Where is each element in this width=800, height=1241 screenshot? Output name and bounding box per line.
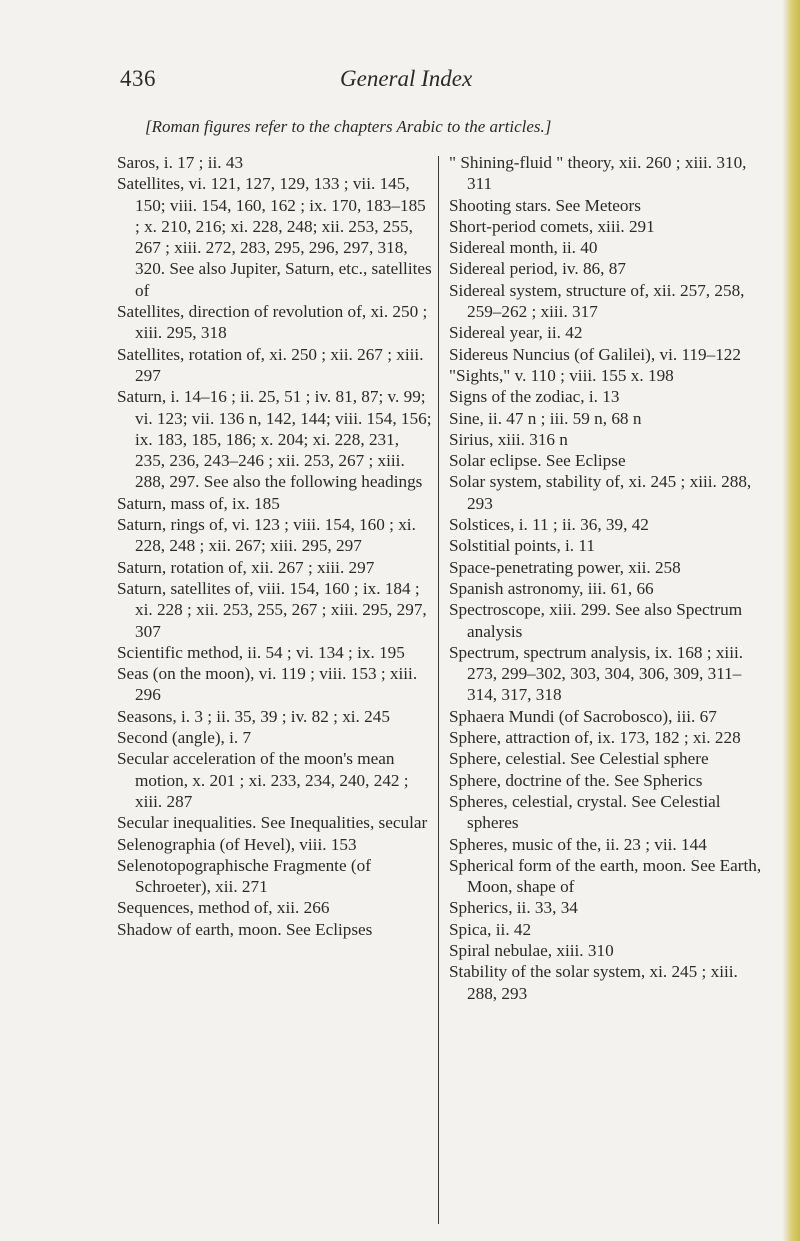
page-edge [782, 0, 800, 1241]
index-entry: Saturn, satellites of, viii. 154, 160 ; ix. 184 ; xi. 228 ; xii. 253, 255, 267 ; xiii. 295, 297, 307 [117, 578, 427, 641]
index-entry: Saturn, rotation of, xii. 267 ; xiii. 297 [117, 557, 375, 577]
index-entry: Spherics, ii. 33, 34 [449, 898, 578, 918]
index-entry: Short-period comets, xiii. 291 [449, 216, 655, 236]
index-entry: Scientific method, ii. 54 ; vi. 134 ; ix. 195 [117, 642, 405, 662]
index-entry: Sphere, attraction of, ix. 173, 182 ; xi. 228 [449, 728, 741, 748]
index-column-left [117, 152, 432, 940]
index-entry: Spectroscope, xiii. 299. See also Spectrum analysis [449, 600, 743, 641]
index-entry: Solstices, i. 11 ; ii. 36, 39, 42 [449, 515, 649, 535]
index-entry: " Shining-fluid " theory, xii. 260 ; xiii. 310, 311 [449, 153, 747, 194]
index-entry: Saros, i. 17 ; ii. 43 [117, 153, 244, 172]
index-entry: Sidereal year, ii. 42 [449, 323, 583, 343]
index-entry: Satellites, vi. 121, 127, 129, 133 ; vii. 145, 150; viii. 154, 160, 162 ; ix. 170, 183–185 ; x. 210, 216; xi. 228, 248; xii. 253, 255, 267 ; xiii. 272, 283, 295, 296, 297, 318, 320. See also Jupiter, Saturn, etc., satellites of [117, 174, 432, 300]
index-entry: Selenographia (of Hevel), viii. 153 [117, 834, 357, 854]
index-entry: Spiral nebulae, xiii. 310 [449, 940, 614, 960]
index-entry: Sine, ii. 47 n ; iii. 59 n, 68 n [449, 408, 642, 428]
page-header [120, 66, 700, 106]
index-entry: Sequences, method of, xii. 266 [117, 898, 330, 918]
index-entry: Seasons, i. 3 ; ii. 35, 39 ; iv. 82 ; xi. 245 [117, 706, 390, 726]
index-entry: Sirius, xiii. 316 n [449, 429, 568, 449]
index-entry: Satellites, direction of revolution of, xi. 250 ; xiii. 295, 318 [117, 302, 428, 343]
index-entry: Spheres, celestial, crystal. See Celestial spheres [449, 791, 721, 833]
index-entry: Space-penetrating power, xii. 258 [449, 557, 681, 577]
index-entry: Saturn, rings of, vi. 123 ; viii. 154, 160 ; xi. 228, 248 ; xii. 267; xiii. 295, 297 [117, 515, 416, 556]
index-entry: Shadow of earth, moon. See Eclipses [117, 919, 373, 939]
index-column-right [449, 152, 771, 1004]
index-entry: Spherical form of the earth, moon. See Earth, Moon, shape of [449, 855, 762, 897]
running-title: General Index [340, 66, 473, 91]
index-entry: Spica, ii. 42 [449, 919, 532, 939]
index-entry: Sphere, doctrine of the. See Spherics [449, 770, 703, 790]
index-entry: Saturn, i. 14–16 ; ii. 25, 51 ; iv. 81, 87; v. 99; vi. 123; vii. 136 n, 142, 144; viii. 154, 156; ix. 183, 185, 186; x. 204; xi. 228, 231, 235, 236, 243–246 ; xii. 253, 267 ; xiii. 288, 297. See also the following headings [117, 387, 432, 492]
index-entry: Solar eclipse. See Eclipse [449, 451, 626, 471]
index-entry: Spheres, music of the, ii. 23 ; vii. 144 [449, 834, 707, 854]
index-entry: Secular inequalities. See Inequalities, secular [117, 813, 428, 833]
index-entry: "Sights," v. 110 ; viii. 155 x. 198 [449, 365, 674, 385]
index-entry: Saturn, mass of, ix. 185 [117, 493, 280, 513]
index-entry: Sidereus Nuncius (of Galilei), vi. 119–122 [449, 344, 741, 364]
index-entry: Second (angle), i. 7 [117, 728, 252, 748]
index-entry: Secular acceleration of the moon's mean motion, x. 201 ; xi. 233, 234, 240, 242 ; xiii. 287 [117, 749, 409, 811]
index-entry: Signs of the zodiac, i. 13 [449, 387, 620, 407]
index-entry: Solar system, stability of, xi. 245 ; xiii. 288, 293 [449, 472, 752, 513]
index-entry: Sidereal system, structure of, xii. 257, 258, 259–262 ; xiii. 317 [449, 280, 745, 322]
index-entry: Sidereal month, ii. 40 [449, 238, 598, 258]
index-entry: Sphere, celestial. See Celestial sphere [449, 749, 709, 769]
index-entry: Selenotopographische Fragmente (of Schroeter), xii. 271 [117, 855, 371, 897]
index-entry: Shooting stars. See Meteors [449, 195, 641, 215]
column-divider [438, 156, 439, 1224]
index-entry: Stability of the solar system, xi. 245 ; xiii. 288, 293 [449, 962, 738, 1003]
index-entry: Spanish astronomy, iii. 61, 66 [449, 578, 654, 598]
page-number: 436 [120, 66, 156, 91]
index-note: [Roman figures refer to the chapters Arabic to the articles.] [145, 117, 552, 136]
index-entry: Spectrum, spectrum analysis, ix. 168 ; xiii. 273, 299–302, 303, 304, 306, 309, 311–314, 317, 318 [449, 642, 744, 705]
index-entry: Sphaera Mundi (of Sacrobosco), iii. 67 [449, 706, 717, 726]
index-entry: Sidereal period, iv. 86, 87 [449, 259, 626, 279]
index-entry: Solstitial points, i. 11 [449, 536, 595, 556]
index-entry: Satellites, rotation of, xi. 250 ; xii. 267 ; xiii. 297 [117, 344, 424, 385]
index-entry: Seas (on the moon), vi. 119 ; viii. 153 ; xiii. 296 [117, 664, 418, 705]
